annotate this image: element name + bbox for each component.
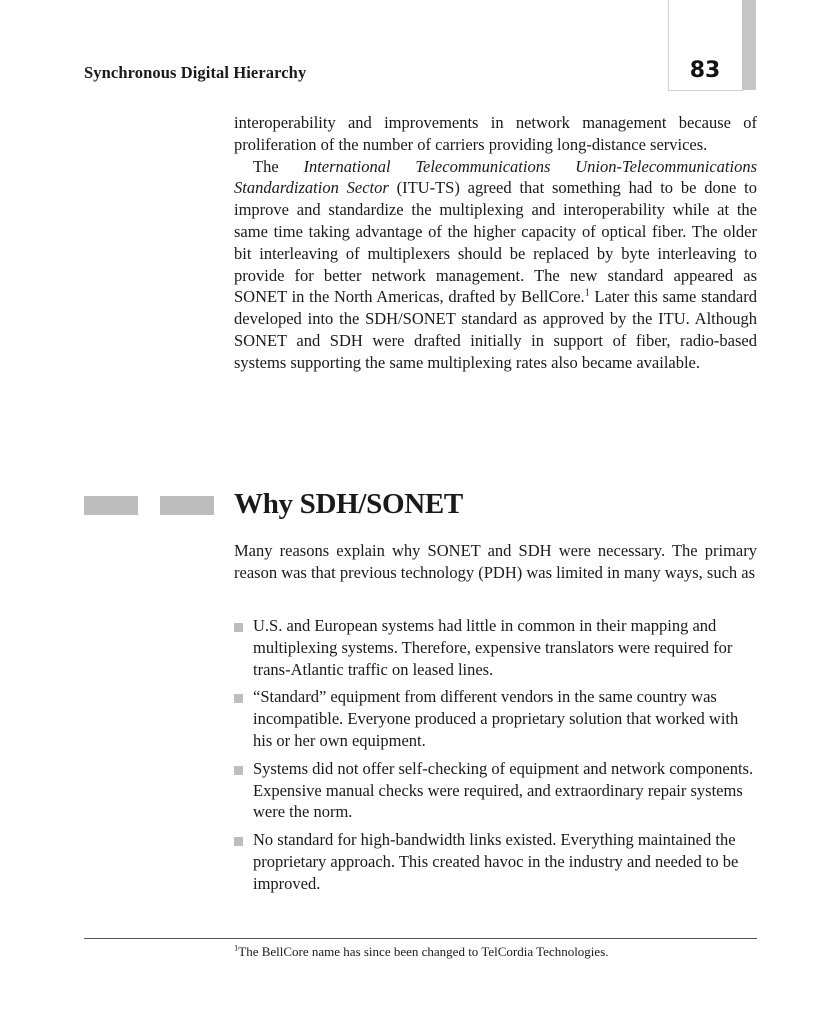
paragraph-2-text-b: Later this same standard developed into the SDH/SONET standard as approved by the ITU. Although SONET and SDH were drafted initially in support of fiber, radio-based systems supporting the same multiplexing rates also became available. xyxy=(234,287,757,372)
running-header-title: Synchronous Digital Hierarchy xyxy=(84,63,307,82)
list-item xyxy=(234,615,754,680)
paragraph-2-text-a: (ITU-TS) agreed that something had to be done to improve and standardize the multiplexing and interoperability while at the same time taking advantage of the higher capacity of optical fiber. The older bit interleaving of multiplexers should be replaced by byte interleaving to provide for better network management. The new standard appeared as SONET in the North Americas, drafted by BellCore. xyxy=(234,178,757,307)
heading-decoration-bar-left xyxy=(84,496,138,515)
heading-decoration-bar-right xyxy=(160,496,214,515)
bullet-text: No standard for high-bandwidth links existed. Everything maintained the proprietary approach. This created havoc in the industry and needed to be improved. xyxy=(253,830,739,893)
page-tab-bar xyxy=(742,0,756,90)
bullet-text: “Standard” equipment from different vendors in the same country was incompatible. Everyone produced a proprietary solution that worked with his or her own equipment. xyxy=(253,687,739,750)
section-intro-paragraph: Many reasons explain why SONET and SDH were necessary. The primary reason was that previous technology (PDH) was limited in many ways, such as xyxy=(234,541,757,582)
itu-ts-full-name: International Telecommunications Union-Telecommunications Standardization Sector xyxy=(234,156,757,198)
footnote-marker: 1 xyxy=(234,942,239,953)
square-bullet-icon xyxy=(234,837,243,846)
bullet-text: Systems did not offer self-checking of equipment and network components. Expensive manual checks were required, and extraordinary repair systems were the norm. xyxy=(253,758,754,822)
bullet-text: U.S. and European systems had little in common in their mapping and multiplexing systems. Therefore, expensive translators were required for trans-Atlantic traffic on leased lines. xyxy=(253,616,733,679)
list-item xyxy=(234,686,754,751)
intro-paragraph-2 xyxy=(234,156,757,374)
footnote-reference: 1 xyxy=(584,287,590,299)
footnote-divider xyxy=(84,938,757,939)
square-bullet-icon xyxy=(234,623,243,632)
square-bullet-icon xyxy=(234,766,243,775)
section-intro-block xyxy=(234,540,757,584)
footnote-text: The BellCore name has since been changed to TelCordia Technologies. xyxy=(238,944,609,959)
intro-text-block xyxy=(234,112,757,374)
paragraph-2-lead: The xyxy=(253,156,304,176)
list-item xyxy=(234,829,754,894)
reasons-bullet-list xyxy=(234,615,754,901)
intro-paragraph-1: interoperability and improvements in network management because of proliferation of the number of carriers providing long-distance services. xyxy=(234,113,757,154)
page-number: 83 xyxy=(689,58,721,83)
section-heading: Why SDH/SONET xyxy=(234,488,463,520)
square-bullet-icon xyxy=(234,694,243,703)
list-item xyxy=(234,758,754,823)
footnote xyxy=(234,943,757,960)
